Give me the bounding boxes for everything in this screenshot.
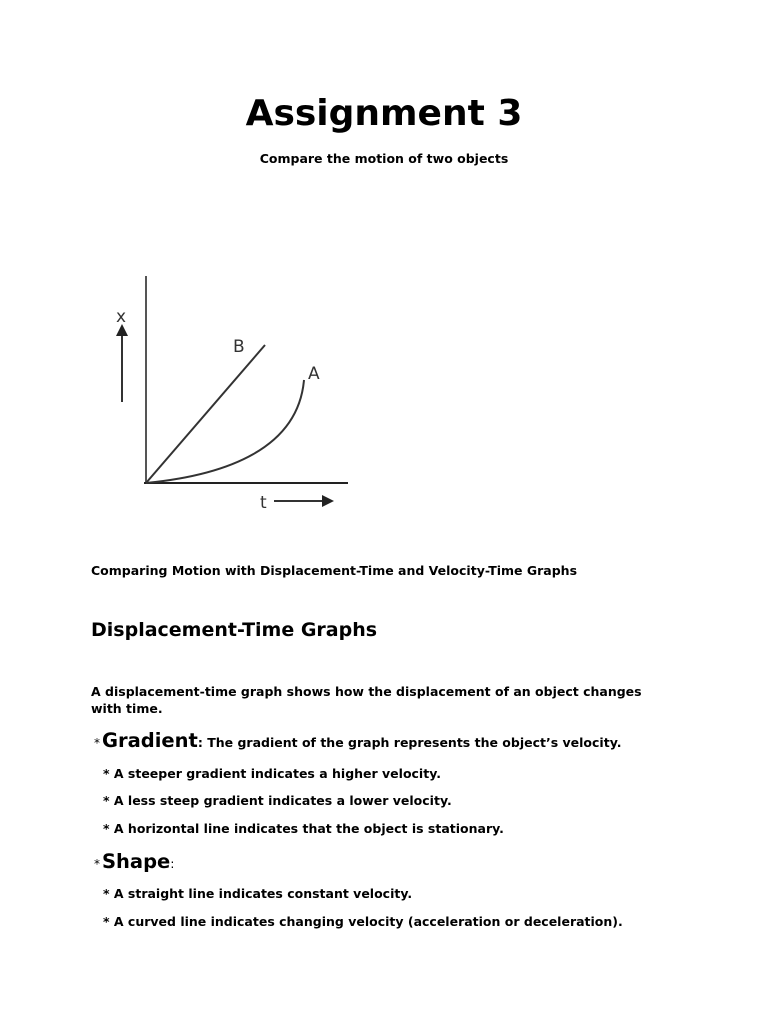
x-arrow-head	[322, 495, 334, 507]
curve-a-label: A	[308, 364, 320, 384]
gradient-term: Gradient	[102, 729, 198, 752]
section-heading: Displacement-Time Graphs	[91, 619, 378, 641]
shape-star: *	[94, 857, 100, 871]
page-title: Assignment 3	[245, 93, 523, 134]
shape-heading	[94, 849, 175, 877]
line-b-label: B	[233, 337, 245, 357]
gradient-bullet: * A horizontal line indicates that the object is stationary.	[103, 821, 504, 836]
gradient-text: : The gradient of the graph represents the object’s velocity.	[197, 735, 622, 750]
displacement-time-sketch	[108, 270, 353, 515]
shape-bullet: * A curved line indicates changing velocity (acceleration or deceleration).	[103, 914, 623, 929]
gradient-bullet: * A less steep gradient indicates a lower velocity.	[103, 793, 452, 808]
page-subtitle: Compare the motion of two objects	[259, 151, 509, 166]
shape-colon: :	[170, 856, 175, 871]
x-axis-label: t	[260, 493, 267, 513]
shape-term: Shape	[102, 850, 171, 873]
figure-caption: Comparing Motion with Displacement-Time and Velocity-Time Graphs	[91, 563, 578, 578]
y-axis-label: x	[116, 307, 127, 327]
gradient-bullet: * A steeper gradient indicates a higher velocity.	[103, 766, 441, 781]
line-b	[146, 345, 265, 483]
curve-a	[146, 380, 304, 483]
gradient-star: *	[94, 736, 100, 750]
displacement-time-figure	[108, 270, 353, 515]
gradient-heading	[94, 728, 621, 756]
shape-bullet: * A straight line indicates constant velocity.	[103, 886, 413, 901]
intro-paragraph: A displacement-time graph shows how the displacement of an object changes with time.	[91, 684, 642, 716]
